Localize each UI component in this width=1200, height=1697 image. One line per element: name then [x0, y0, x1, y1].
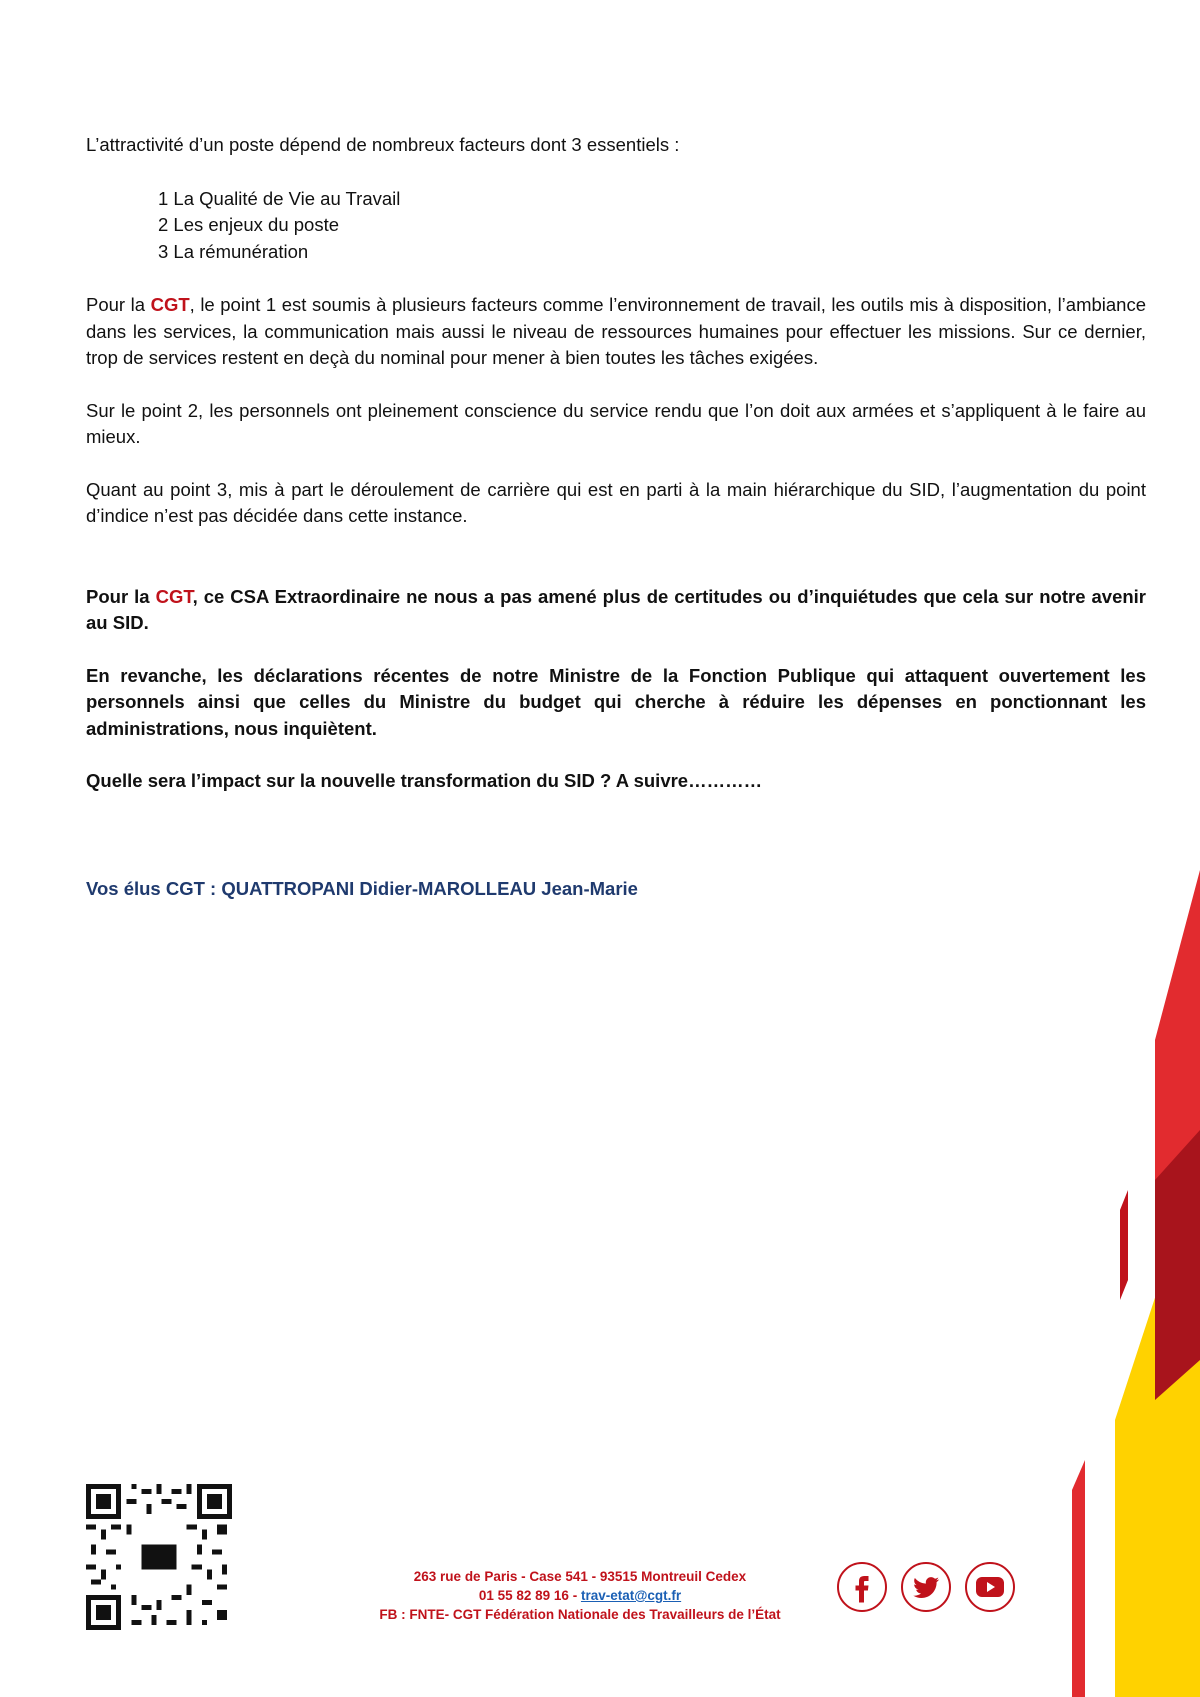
facebook-button[interactable]: [836, 1561, 888, 1613]
document-body: [86, 132, 1146, 795]
footer-phone-line: [300, 1586, 860, 1605]
factors-list: [158, 186, 1146, 266]
facebook-icon: [836, 1561, 888, 1613]
point3-paragraph: Quant au point 3, mis à part le déroulement de carrière qui est en parti à la main hiérarchique du SID, l’augmentation du point d’indice n’est pas décidée dans cette instance.: [86, 478, 1146, 526]
youtube-icon: [964, 1561, 1016, 1613]
twitter-icon: [900, 1561, 952, 1613]
youtube-button[interactable]: [964, 1561, 1016, 1613]
point2-paragraph: Sur le point 2, les personnels ont pleinement conscience du service rendu que l’on doit aux armées et s’appliquent à le faire au mieux.: [86, 399, 1146, 447]
conclusion-paragraph: [86, 584, 1146, 637]
signature: Vos élus CGT : QUATTROPANI Didier-MAROLLEAU Jean-Marie: [86, 878, 638, 899]
concern-paragraph: En revanche, les déclarations récentes de notre Ministre de la Fonction Publique qui attaquent ouvertement les personnels ainsi que celles du Ministre du budget qui cherche à réduire les dépenses en ponctionnant les administrations, nous inquiètent.: [86, 664, 1146, 739]
cgt-label: CGT: [155, 585, 193, 607]
conclusion-rest: , ce CSA Extraordinaire ne nous a pas amené plus de certitudes ou d’inquiétudes que cela sur notre avenir au SID.: [86, 585, 1146, 633]
point1-paragraph: [86, 292, 1146, 372]
footer-contact: [300, 1567, 860, 1624]
footer-email-link[interactable]: trav-etat@cgt.fr: [580, 1588, 682, 1603]
para1-start: Pour la: [86, 294, 151, 315]
footer-address: 263 rue de Paris - Case 541 - 93515 Montreuil Cedex: [413, 1569, 747, 1584]
footer-phone: 01 55 82 89 16 -: [478, 1588, 581, 1603]
list-item: 3 La rémunération: [158, 240, 309, 262]
intro-paragraph: L’attractivité d’un poste dépend de nombreux facteurs dont 3 essentiels :: [86, 134, 680, 155]
conclusion-start: Pour la: [86, 585, 156, 607]
cgt-label: CGT: [150, 294, 190, 315]
para1-rest: , le point 1 est soumis à plusieurs facteurs comme l’environnement de travail, les outils mis à disposition, l’ambiance dans les services, la communication mais aussi le niveau de ressources humaines pour effectuer les missions. Sur ce dernier, trop de services restent en deçà du nominal pour mener à bien toutes les tâches exigées.: [86, 294, 1146, 368]
list-item: 2 Les enjeux du poste: [158, 214, 340, 235]
qr-code[interactable]: [86, 1484, 232, 1630]
twitter-button[interactable]: [900, 1561, 952, 1613]
footer-facebook: FB : FNTE- CGT Fédération Nationale des Travailleurs de l’État: [379, 1607, 781, 1622]
question-paragraph: Quelle sera l’impact sur la nouvelle transformation du SID ? A suivre…………: [86, 770, 763, 791]
list-item: 1 La Qualité de Vie au Travail: [158, 187, 401, 209]
